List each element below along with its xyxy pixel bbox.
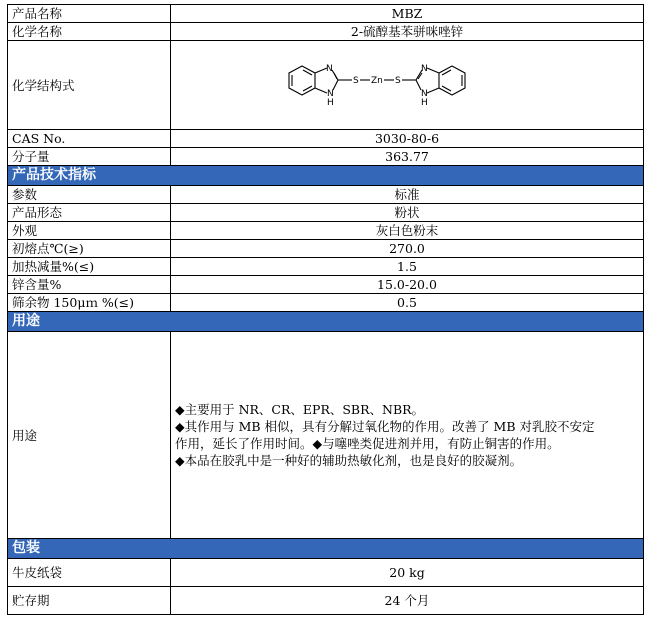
usage-row bbox=[8, 332, 644, 539]
usage-line: ◆其作用与 MB 相似，具有分解过氧化物的作用。改善了 MB 对乳胶不安定 bbox=[175, 419, 595, 434]
molecular-weight-value: 363.77 bbox=[171, 148, 644, 166]
spec-value: 灰白色粉末 bbox=[171, 222, 644, 240]
storage-value: 24 个月 bbox=[171, 587, 644, 615]
usage-label: 用途 bbox=[8, 332, 171, 539]
spec-label: 锌含量% bbox=[8, 276, 171, 294]
tech-section-header bbox=[8, 166, 644, 186]
spec-value: 标准 bbox=[171, 186, 644, 204]
spec-value: 粉状 bbox=[171, 204, 644, 222]
cas-label: CAS No. bbox=[8, 130, 171, 148]
storage-label: 贮存期 bbox=[8, 587, 171, 615]
usage-section-title: 用途 bbox=[8, 312, 644, 332]
structure-label: 化学结构式 bbox=[8, 41, 171, 130]
usage-line: 作用，延长了作用时间。◆与噻唑类促进剂并用，有防止铜害的作用。 bbox=[175, 436, 560, 451]
atom-h-right: H bbox=[421, 98, 428, 108]
storage-row bbox=[8, 587, 644, 615]
cas-row bbox=[8, 130, 644, 148]
atom-s-left: S bbox=[353, 76, 359, 86]
spec-label: 加热减量%(≤) bbox=[8, 258, 171, 276]
product-spec-table bbox=[7, 4, 644, 615]
spec-row bbox=[8, 204, 644, 222]
usage-line: ◆主要用于 NR、CR、EPR、SBR、NBR。 bbox=[175, 402, 425, 417]
spec-row bbox=[8, 294, 644, 312]
atom-s-right: S bbox=[395, 76, 401, 86]
spec-value: 0.5 bbox=[171, 294, 644, 312]
spec-row bbox=[8, 222, 644, 240]
spec-label: 外观 bbox=[8, 222, 171, 240]
packaging-section-header bbox=[8, 539, 644, 559]
product-name-value: MBZ bbox=[171, 5, 644, 23]
chemical-name-value: 2-硫醇基苯骈咪唑锌 bbox=[171, 23, 644, 41]
structure-cell bbox=[171, 41, 644, 130]
usage-section-header bbox=[8, 312, 644, 332]
spec-row bbox=[8, 186, 644, 204]
spec-row bbox=[8, 240, 644, 258]
atom-h-left: H bbox=[327, 98, 334, 108]
spec-row bbox=[8, 276, 644, 294]
packaging-label: 牛皮纸袋 bbox=[8, 559, 171, 587]
usage-line: ◆本品在胶乳中是一种好的辅助热敏化剂，也是良好的胶凝剂。 bbox=[175, 453, 523, 468]
structure-row bbox=[8, 41, 644, 130]
atom-n-right-2: N bbox=[421, 89, 428, 99]
atom-n-left: N bbox=[326, 64, 333, 74]
spec-value: 15.0-20.0 bbox=[171, 276, 644, 294]
packaging-section-title: 包装 bbox=[8, 539, 644, 559]
usage-text bbox=[171, 332, 644, 539]
packaging-row bbox=[8, 559, 644, 587]
product-name-label: 产品名称 bbox=[8, 5, 171, 23]
cas-value: 3030-80-6 bbox=[171, 130, 644, 148]
spec-label: 筛余物 150μｍ %(≤) bbox=[8, 294, 171, 312]
packaging-value: 20 kg bbox=[171, 559, 644, 587]
spec-value: 270.0 bbox=[171, 240, 644, 258]
molecular-weight-label: 分子量 bbox=[8, 148, 171, 166]
molecular-weight-row bbox=[8, 148, 644, 166]
spec-row bbox=[8, 258, 644, 276]
spec-label: 产品形态 bbox=[8, 204, 171, 222]
tech-section-title: 产品技术指标 bbox=[8, 166, 644, 186]
atom-n-left-2: N bbox=[327, 89, 334, 99]
product-name-row bbox=[8, 5, 644, 23]
chemical-name-row bbox=[8, 23, 644, 41]
spec-value: 1.5 bbox=[171, 258, 644, 276]
atom-zn: Zn bbox=[371, 76, 383, 86]
chemical-name-label: 化学名称 bbox=[8, 23, 171, 41]
spec-label: 参数 bbox=[8, 186, 171, 204]
atom-n-right: N bbox=[421, 64, 428, 74]
structure-formula-image bbox=[282, 55, 532, 115]
spec-label: 初熔点℃(≥) bbox=[8, 240, 171, 258]
